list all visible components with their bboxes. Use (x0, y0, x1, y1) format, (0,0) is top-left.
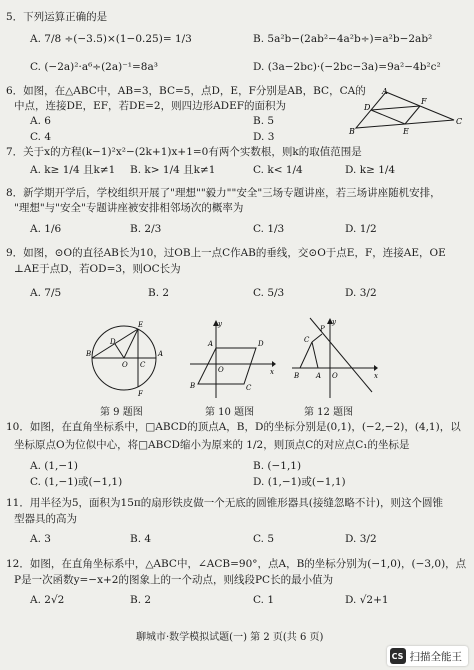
q12-option-c: C. 1 (253, 594, 275, 606)
svg-text:F: F (421, 97, 427, 106)
svg-text:C: C (140, 361, 146, 369)
q6-option-c: C. 4 (30, 131, 52, 143)
q9-option-d: D. 3/2 (345, 287, 377, 299)
svg-text:P: P (320, 325, 325, 333)
svg-text:x: x (374, 372, 378, 380)
q5-stem: 5．下列运算正确的是 (6, 11, 108, 23)
q9-option-b: B. 2 (148, 287, 170, 299)
fig10-caption: 第 10 题图 (205, 407, 255, 418)
svg-text:C: C (456, 117, 463, 126)
q11-option-b: B. 4 (130, 533, 152, 545)
svg-text:O: O (218, 366, 224, 374)
q8-option-c: C. 1/3 (253, 223, 285, 235)
svg-text:E: E (138, 321, 144, 329)
q10-line2: 坐标原点O为位似中心，将□ABCD缩小为原来的 1/2，则顶点C的对应点C₁的坐标是 (14, 439, 410, 451)
q12-option-d: D. √2+1 (345, 594, 389, 606)
svg-text:B: B (349, 127, 355, 136)
svg-text:A: A (158, 350, 164, 358)
q8-option-a: A. 1/6 (30, 223, 62, 235)
fig12-caption: 第 12 题图 (304, 407, 354, 418)
q8-line1: 8．新学期开学后，学校组织开展了"理想""毅力""安全"三场专题讲座，若三场讲座随机安排， (6, 187, 441, 199)
q6-triangle-figure (346, 88, 464, 138)
q10-option-c: C. (1,−1)或(−1,1) (30, 476, 123, 488)
q12-option-b: B. 2 (130, 594, 152, 606)
svg-text:B: B (190, 382, 196, 390)
svg-text:A: A (208, 340, 214, 348)
q11-option-c: C. 5 (253, 533, 275, 545)
q9-option-a: A. 7/5 (30, 287, 62, 299)
svg-text:B: B (86, 350, 92, 358)
q7-line1: 7．关于x的方程(k−1)²x²−(2k+1)x+1=0有两个实数根，则k的取值范围是 (6, 146, 362, 158)
q6-option-d: D. 3 (253, 131, 275, 143)
scanner-badge-label: 扫描全能王 (409, 650, 462, 663)
svg-text:O: O (332, 372, 338, 380)
q10-option-d: D. (1,−1)或(−1,1) (253, 476, 346, 488)
q5-option-d: D. (3a−2bc)·(−2bc−3a)=9a²−4b²c² (253, 61, 441, 73)
q11-option-d: D. 3/2 (345, 533, 377, 545)
q8-line2: "理想"与"安全"专题讲座被安排相邻场次的概率为 (14, 202, 244, 214)
q10-option-a: A. (1,−1) (30, 460, 78, 472)
svg-text:y: y (218, 320, 222, 328)
q10-line1: 10．如图，在直角坐标系中，□ABCD的顶点A，B，D的坐标分别是(0,1)，(−2,−2)，(4,1)，以 (6, 421, 461, 433)
svg-text:C: C (304, 336, 310, 344)
q6-option-b: B. 5 (253, 115, 275, 127)
fig9-circle-diagram (86, 318, 166, 398)
q9-option-c: C. 5/3 (253, 287, 285, 299)
q7-option-a: A. k≥ 1/4 且k≠1 (30, 164, 116, 176)
q11-option-a: A. 3 (30, 533, 51, 545)
q9-line1: 9．如图，⊙O的直径AB长为10，过OB上一点C作AB的垂线，交⊙O于点E，F，连接AE，OE (6, 247, 446, 259)
svg-text:A: A (316, 372, 322, 380)
svg-text:F: F (138, 390, 143, 398)
svg-text:A: A (382, 88, 388, 96)
scanner-watermark-badge (387, 646, 469, 666)
svg-text:D: D (364, 103, 371, 112)
q6-line2: 中点，连接DE，EF，若DE=2，则四边形ADEF的面积为 (14, 100, 287, 112)
q11-line2: 型器具的高为 (14, 513, 77, 525)
svg-text:O: O (122, 361, 128, 369)
svg-text:D: D (258, 340, 264, 348)
fig10-parallelogram-diagram (184, 318, 276, 400)
q6-line1: 6．如图，在△ABC中，AB=3，BC=5，点D，E，F分别是AB，BC，CA的 (6, 85, 366, 97)
q8-option-d: D. 1/2 (345, 223, 377, 235)
q5-option-b: B. 5a²b−(2ab²−4a²b÷)=a²b−2ab² (253, 33, 433, 45)
q7-option-b: B. k> 1/4 且k≠1 (130, 164, 216, 176)
fig9-caption: 第 9 题图 (100, 407, 143, 418)
svg-text:x: x (270, 368, 274, 376)
q12-line1: 12．如图，在直角坐标系中，△ABC中，∠ACB=90°，点A，B的坐标分别为(−1,0)，(−3,0)，点 (6, 558, 467, 570)
q7-option-c: C. k< 1/4 (253, 164, 303, 176)
q9-line2: ⊥AE于点D，若OD=3，则OC长为 (14, 263, 181, 275)
q12-line2: P是一次函数y=−x+2的图象上的一个动点，则线段PC长的最小值为 (14, 574, 334, 586)
svg-text:E: E (403, 127, 409, 136)
q10-option-b: B. (−1,1) (253, 460, 302, 472)
fig12-coordinate-diagram (290, 316, 380, 400)
q5-option-c: C. (−2a)²·a⁶÷(2a)⁻¹=8a³ (30, 61, 158, 73)
svg-text:C: C (246, 384, 252, 392)
q12-option-a: A. 2√2 (30, 594, 65, 606)
q11-line1: 11．用半径为5，面积为15π的扇形铁皮做一个无底的圆锥形器具(接缝忽略不计)，则这个圆锥 (6, 497, 443, 509)
svg-text:D: D (110, 338, 116, 346)
svg-text:B: B (294, 372, 300, 380)
q6-option-a: A. 6 (30, 115, 51, 127)
svg-text:y: y (332, 318, 336, 326)
q5-option-a: A. 7/8 ÷(−3.5)×(1−0.25)= 1/3 (30, 33, 192, 45)
scanner-logo-icon: CS (390, 648, 406, 664)
q8-option-b: B. 2/3 (130, 223, 162, 235)
q7-option-d: D. k≥ 1/4 (345, 164, 396, 176)
page-footer: 聊城市·数学模拟试题(一) 第 2 页(共 6 页) (136, 632, 324, 643)
